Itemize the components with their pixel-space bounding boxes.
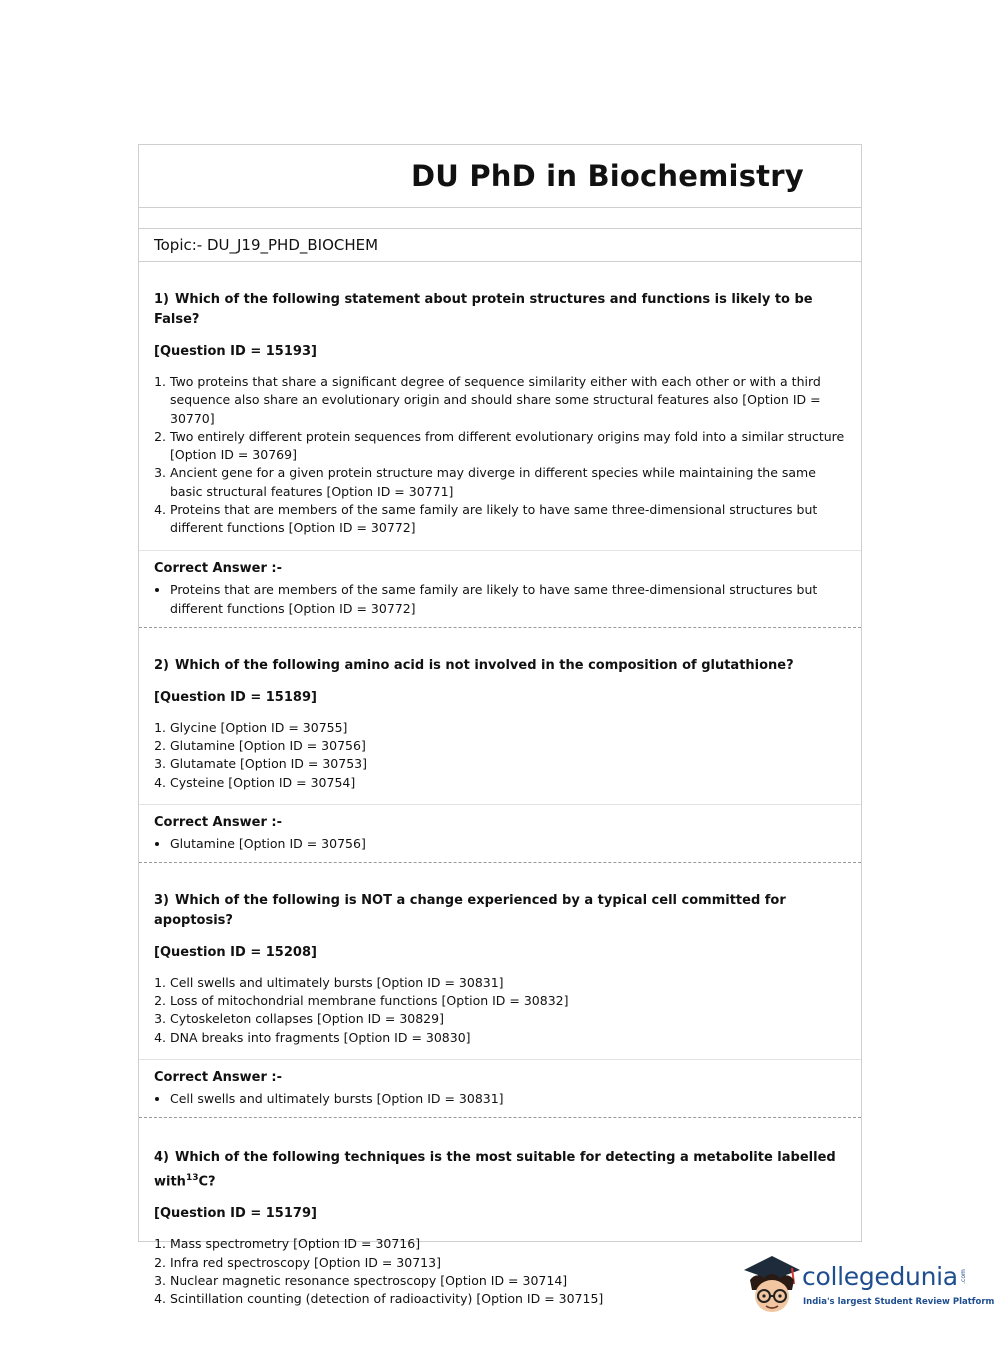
option-item: 3. Ancient gene for a given protein structure may diverge in different species while maintaining the same basic structural features [Option ID = 30771] — [170, 464, 846, 501]
question-2 — [139, 628, 861, 863]
answer-list — [154, 1089, 846, 1108]
question-stem: Which of the following is NOT a change experienced by a typical cell committed for apoptosis? — [154, 892, 786, 928]
answer-item: • Cell swells and ultimately bursts [Option ID = 30831] — [170, 1089, 846, 1108]
question-text — [154, 1148, 846, 1192]
answer-block — [139, 804, 861, 862]
option-item: 1. Mass spectrometry [Option ID = 30716] — [170, 1235, 846, 1253]
question-text — [154, 891, 846, 931]
question-stem: Which of the following amino acid is not involved in the composition of glutathione? — [175, 657, 794, 673]
answer-list — [154, 834, 846, 853]
question-id: [Question ID = 15193] — [154, 344, 317, 359]
logo-com: .com — [959, 1269, 967, 1284]
option-item: 2. Loss of mitochondrial membrane functions [Option ID = 30832] — [170, 992, 846, 1010]
answer-label: Correct Answer :- — [154, 814, 282, 830]
answer-label: Correct Answer :- — [154, 560, 282, 576]
isotope-superscript: 13 — [185, 1173, 199, 1184]
option-item: 4. Scintillation counting (detection of radioactivity) [Option ID = 30715] — [170, 1290, 846, 1308]
option-item: 3. Glutamate [Option ID = 30753] — [170, 755, 846, 773]
options-list — [154, 373, 846, 538]
options-list — [154, 974, 846, 1047]
logo-tagline: India's largest Student Review Platform — [803, 1297, 995, 1307]
option-item: 4. DNA breaks into fragments [Option ID = 30830] — [170, 1029, 846, 1047]
question-3 — [139, 863, 861, 1118]
question-paper — [138, 144, 862, 1307]
answer-item: • Proteins that are members of the same family are likely to have same three-dimensional structures but different functions [Option ID = 30772] — [170, 580, 846, 618]
option-item: 4. Cysteine [Option ID = 30754] — [170, 774, 846, 792]
option-item: 1. Cell swells and ultimately bursts [Option ID = 30831] — [170, 974, 846, 992]
question-block — [139, 628, 861, 804]
question-text — [154, 656, 846, 676]
option-item: 2. Infra red spectroscopy [Option ID = 30713] — [170, 1254, 846, 1272]
mascot-icon — [742, 1250, 802, 1320]
question-block — [139, 262, 861, 550]
logo-brand: collegedunia — [802, 1262, 958, 1291]
question-number: 4) — [154, 1150, 169, 1166]
option-item: 2. Two entirely different protein sequences from different evolutionary origins may fold into a similar structure [Option ID = 30769] — [170, 428, 846, 465]
topic-row: Topic:- DU_J19_PHD_BIOCHEM — [139, 229, 861, 262]
spacer-row — [139, 208, 861, 229]
question-id: [Question ID = 15189] — [154, 689, 317, 705]
question-number: 3) — [154, 892, 169, 908]
question-stem: Which of the following statement about protein structures and functions is likely to be False? — [154, 292, 813, 327]
answer-label: Correct Answer :- — [154, 1070, 282, 1086]
title-row — [139, 145, 861, 208]
option-item: 3. Cytoskeleton collapses [Option ID = 30829] — [170, 1010, 846, 1028]
option-item: 3. Nuclear magnetic resonance spectroscopy [Option ID = 30714] — [170, 1272, 846, 1290]
answer-block — [139, 550, 861, 627]
answer-block — [139, 1059, 861, 1117]
question-stem-tail: C? — [198, 1174, 216, 1190]
collegedunia-logo[interactable] — [742, 1250, 995, 1320]
answer-list — [154, 580, 846, 618]
question-1 — [139, 262, 861, 628]
question-block — [139, 863, 861, 1059]
answer-item: • Glutamine [Option ID = 30756] — [170, 834, 846, 853]
option-item: 4. Proteins that are members of the same family are likely to have same three-dimensional structures but different functions [Option ID = 30772] — [170, 501, 846, 538]
question-number: 1) — [154, 292, 169, 307]
options-list — [154, 719, 846, 792]
option-item: 1. Two proteins that share a significant degree of sequence similarity either with each other or with a third sequence also share an evolutionary origin and should share some structural features also [Option ID = 30770] — [170, 373, 846, 428]
question-id: [Question ID = 15208] — [154, 944, 317, 960]
question-id: [Question ID = 15179] — [154, 1206, 317, 1222]
option-item: 1. Glycine [Option ID = 30755] — [170, 719, 846, 737]
option-item: 2. Glutamine [Option ID = 30756] — [170, 737, 846, 755]
question-number: 2) — [154, 657, 169, 673]
page-title: DU PhD in Biochemistry — [411, 159, 804, 193]
question-stem: Which of the following techniques is the most suitable for detecting a metabolite labelled with — [154, 1150, 836, 1190]
question-text — [154, 290, 846, 330]
